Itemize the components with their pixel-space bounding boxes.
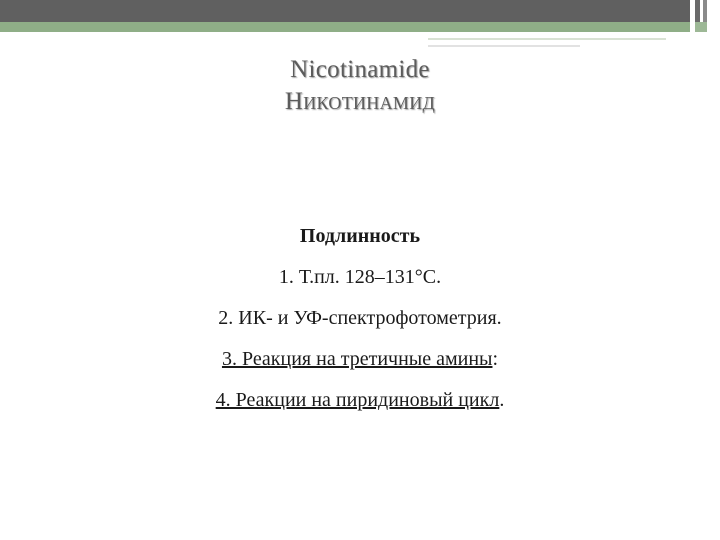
slide-body [0, 226, 720, 431]
list-item [0, 349, 720, 369]
edge-stripe-green [695, 22, 707, 32]
top-band-green [0, 22, 690, 32]
list-item-link[interactable]: 4. Реакции на пиридиновый цикл [215, 389, 500, 411]
decorative-line [428, 38, 666, 40]
list-item: 2. ИК- и УФ-спектрофотометрия. [218, 307, 502, 329]
title-english: Nicotinamide [290, 56, 430, 83]
list-item-tail: : [492, 348, 499, 370]
top-band-dark [0, 0, 690, 22]
list-item: 1. Т.пл. 128–131°С. [278, 266, 442, 288]
edge-stripe [703, 0, 707, 22]
list-item-tail: . [499, 389, 505, 411]
decorative-line [428, 45, 580, 47]
title-russian: Никотинамид [284, 88, 436, 115]
slide-title [0, 54, 720, 118]
section-heading: Подлинность [299, 225, 421, 247]
list-item-link[interactable]: 3. Реакция на третичные амины [221, 348, 493, 370]
list-item [0, 390, 720, 410]
edge-stripe [695, 0, 700, 22]
